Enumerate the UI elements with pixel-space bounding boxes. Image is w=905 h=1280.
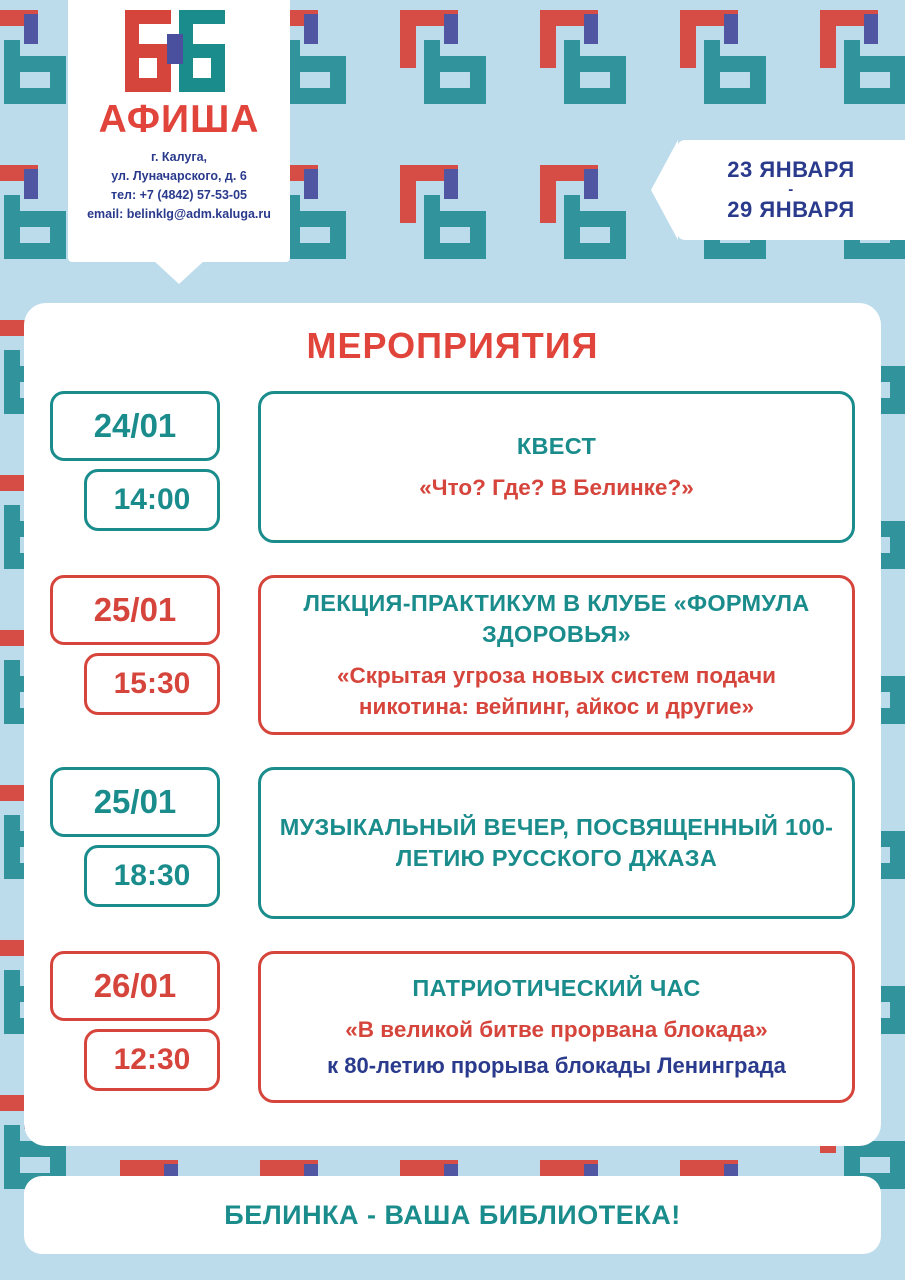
event-date-badge: 25/01 [50, 767, 220, 837]
event-details [258, 575, 855, 735]
event-subtitle: «В великой битве прорвана блокада» [345, 1017, 768, 1042]
address-phone: тел: +7 (4842) 57-53-05 [110, 188, 248, 202]
event-date-badge: 26/01 [50, 951, 220, 1021]
event-row [50, 951, 855, 1103]
event-time-badge: 12:30 [84, 1029, 220, 1091]
footer-card [24, 1176, 881, 1254]
event-extra: к 80-летию прорыва блокады Ленинграда [327, 1053, 786, 1078]
poster-title: АФИША [98, 98, 260, 141]
event-time-badge: 15:30 [84, 653, 220, 715]
date-range-from: 23 ЯНВАРЯ [727, 157, 855, 182]
event-details [258, 951, 855, 1103]
event-title: ПАТРИОТИЧЕСКИЙ ЧАС [412, 975, 701, 1001]
event-time-badge: 14:00 [84, 469, 220, 531]
address-line-1: г. Калуга, [151, 150, 207, 164]
event-subtitle: «Скрытая угроза новых систем подачи никотина: вейпинг, айкос и другие» [337, 663, 776, 719]
event-title: МУЗЫКАЛЬНЫЙ ВЕЧЕР, ПОСВЯЩЕННЫЙ 100-ЛЕТИЮ РУССКОГО ДЖАЗА [279, 814, 834, 871]
events-card [24, 303, 881, 1146]
event-details [258, 391, 855, 543]
event-time-badge: 18:30 [84, 845, 220, 907]
event-details [258, 767, 855, 919]
event-row [50, 767, 855, 919]
events-heading: МЕРОПРИЯТИЯ [306, 325, 599, 366]
event-title: КВЕСТ [516, 433, 597, 459]
belinka-logo-icon [123, 8, 235, 94]
event-badges [50, 951, 250, 1091]
event-title: ЛЕКЦИЯ-ПРАКТИКУМ В КЛУБЕ «ФОРМУЛА ЗДОРОВЬЯ» [303, 590, 810, 647]
date-range-dash: - [788, 181, 794, 198]
event-subtitle: «Что? Где? В Белинке?» [419, 475, 694, 500]
address-email: email: belinklg@adm.kaluga.ru [87, 207, 271, 221]
event-date-badge: 24/01 [50, 391, 220, 461]
event-row [50, 575, 855, 735]
event-date-badge: 25/01 [50, 575, 220, 645]
logo-card [68, 0, 290, 262]
event-row [50, 391, 855, 543]
event-badges [50, 575, 250, 715]
event-badges [50, 391, 250, 531]
event-badges [50, 767, 250, 907]
library-address [68, 148, 290, 224]
address-line-2: ул. Луначарского, д. 6 [111, 169, 247, 183]
date-range-to: 29 ЯНВАРЯ [727, 197, 855, 222]
footer-slogan: БЕЛИНКА - ВАША БИБЛИОТЕКА! [224, 1199, 681, 1230]
date-range-banner [677, 140, 905, 240]
